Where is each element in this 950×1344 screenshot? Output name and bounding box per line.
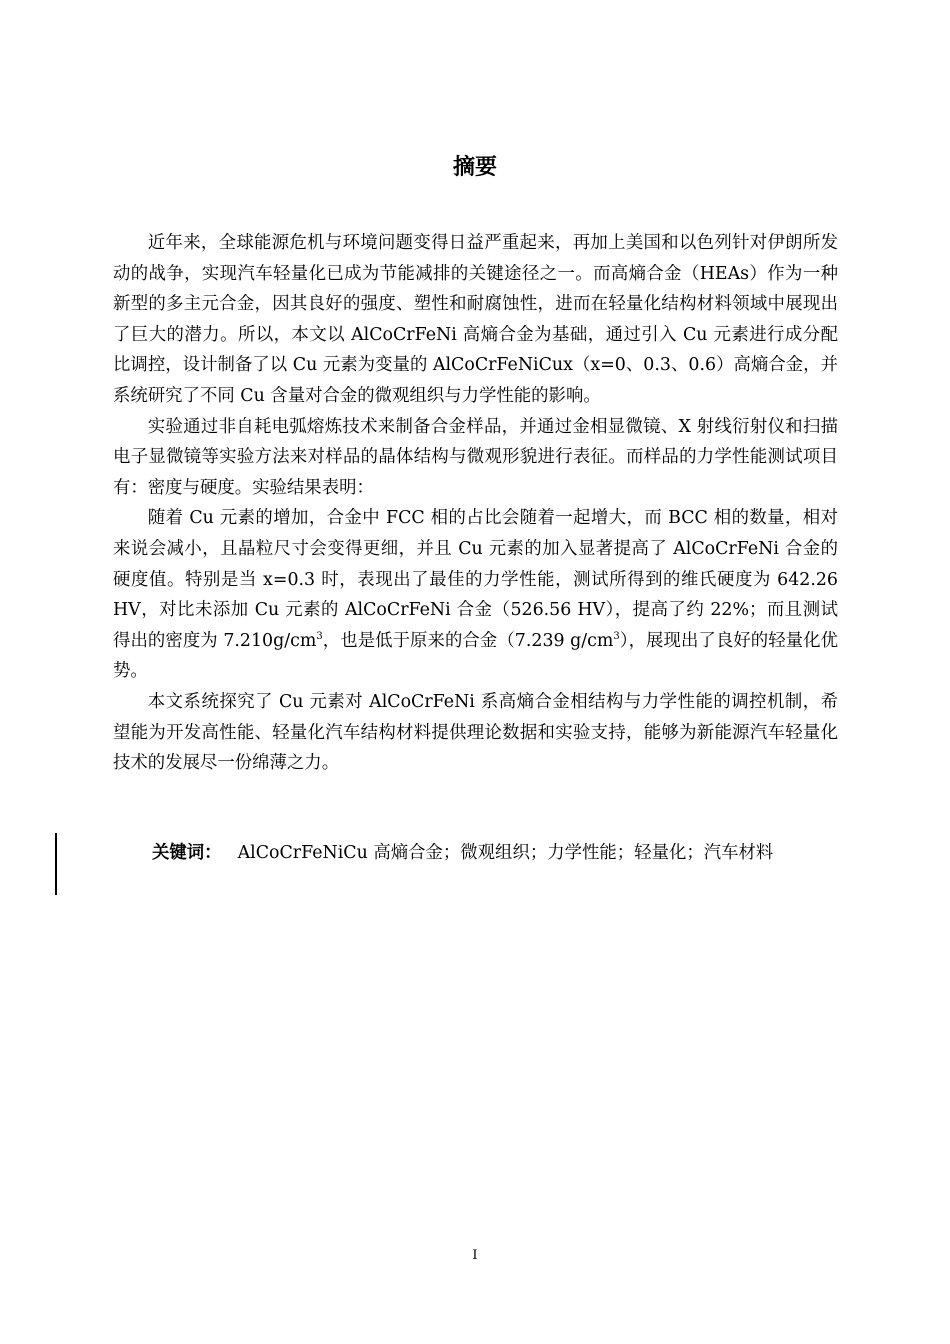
superscript: 3 [316,630,323,642]
keywords-label: 关键词： [152,843,222,863]
superscript: 3 [613,630,620,642]
abstract-paragraph-4 [113,687,838,779]
paragraph-text: 近年来，全球能源危机与环境问题变得日益严重起来，再加上美国和以色列针对伊朗所发动的战争，实现汽车轻量化已成为节能减排的关键途径之一。而高熵合金（HEAs）作为一种新型的多主元合金，因其良好的强度、塑性和耐腐蚀性，进而在轻量化结构材料领域中展现出了巨大的潜力。所以，本文以 AlCoCrFeNi 高熵合金为基础，通过引入 Cu 元素进行成分配比调控，设计制备了以 Cu 元素为变量的 AlCoCrFeNiCux（x=0、0.3、0.6）高熵合金，并系统研究了不同 Cu 含量对合金的微观组织与力学性能的影响。 [113,233,838,406]
paragraph-text: 本文系统探究了 Cu 元素对 AlCoCrFeNi 系高熵合金相结构与力学性能的调控机制，希望能为开发高性能、轻量化汽车结构材料提供理论数据和实验支持，能够为新能源汽车轻量化技术的发展尽一份绵薄之力。 [113,691,838,774]
abstract-paragraph-3 [113,503,838,687]
paragraph-text: ，也是低于原来的合金（7.239 g/cm [322,630,614,651]
text-cursor [55,833,57,895]
abstract-title: 摘要 [452,155,497,180]
abstract-paragraph-1 [113,228,838,412]
paragraph-text: 随着 Cu 元素的增加，合金中 FCC 相的占比会随着一起增大，而 BCC 相的数量，相对来说会减小，且晶粒尺寸会变得更细，并且 Cu 元素的加入显著提高了 AlCoCrFeNi 合金的硬度值。特别是当 x=0.3 时，表现出了最佳的力学性能，测试所得到的维氏硬度为 642.26 HV，对比未添加 Cu 元素的 AlCoCrFeNi 合金（526.56 HV），提高了约 22%；而且测试得出的密度为 7.210g/cm [113,508,838,651]
page-number: I [472,1248,478,1263]
keywords-text: AlCoCrFeNiCu 高熵合金；微观组织；力学性能；轻量化；汽车材料 [237,843,774,863]
keywords-line [152,838,852,868]
abstract-paragraph-2 [113,412,838,504]
paragraph-text: 实验通过非自耗电弧熔炼技术来制备合金样品，并通过金相显微镜、X 射线衍射仪和扫描电子显微镜等实验方法来对样品的晶体结构与微观形貌进行表征。而样品的力学性能测试项目有：密度与硬度。实验结果表明： [113,416,838,498]
abstract-body [113,228,838,779]
paragraph-text: ），展现出了良好的轻量化优势。 [113,630,838,682]
